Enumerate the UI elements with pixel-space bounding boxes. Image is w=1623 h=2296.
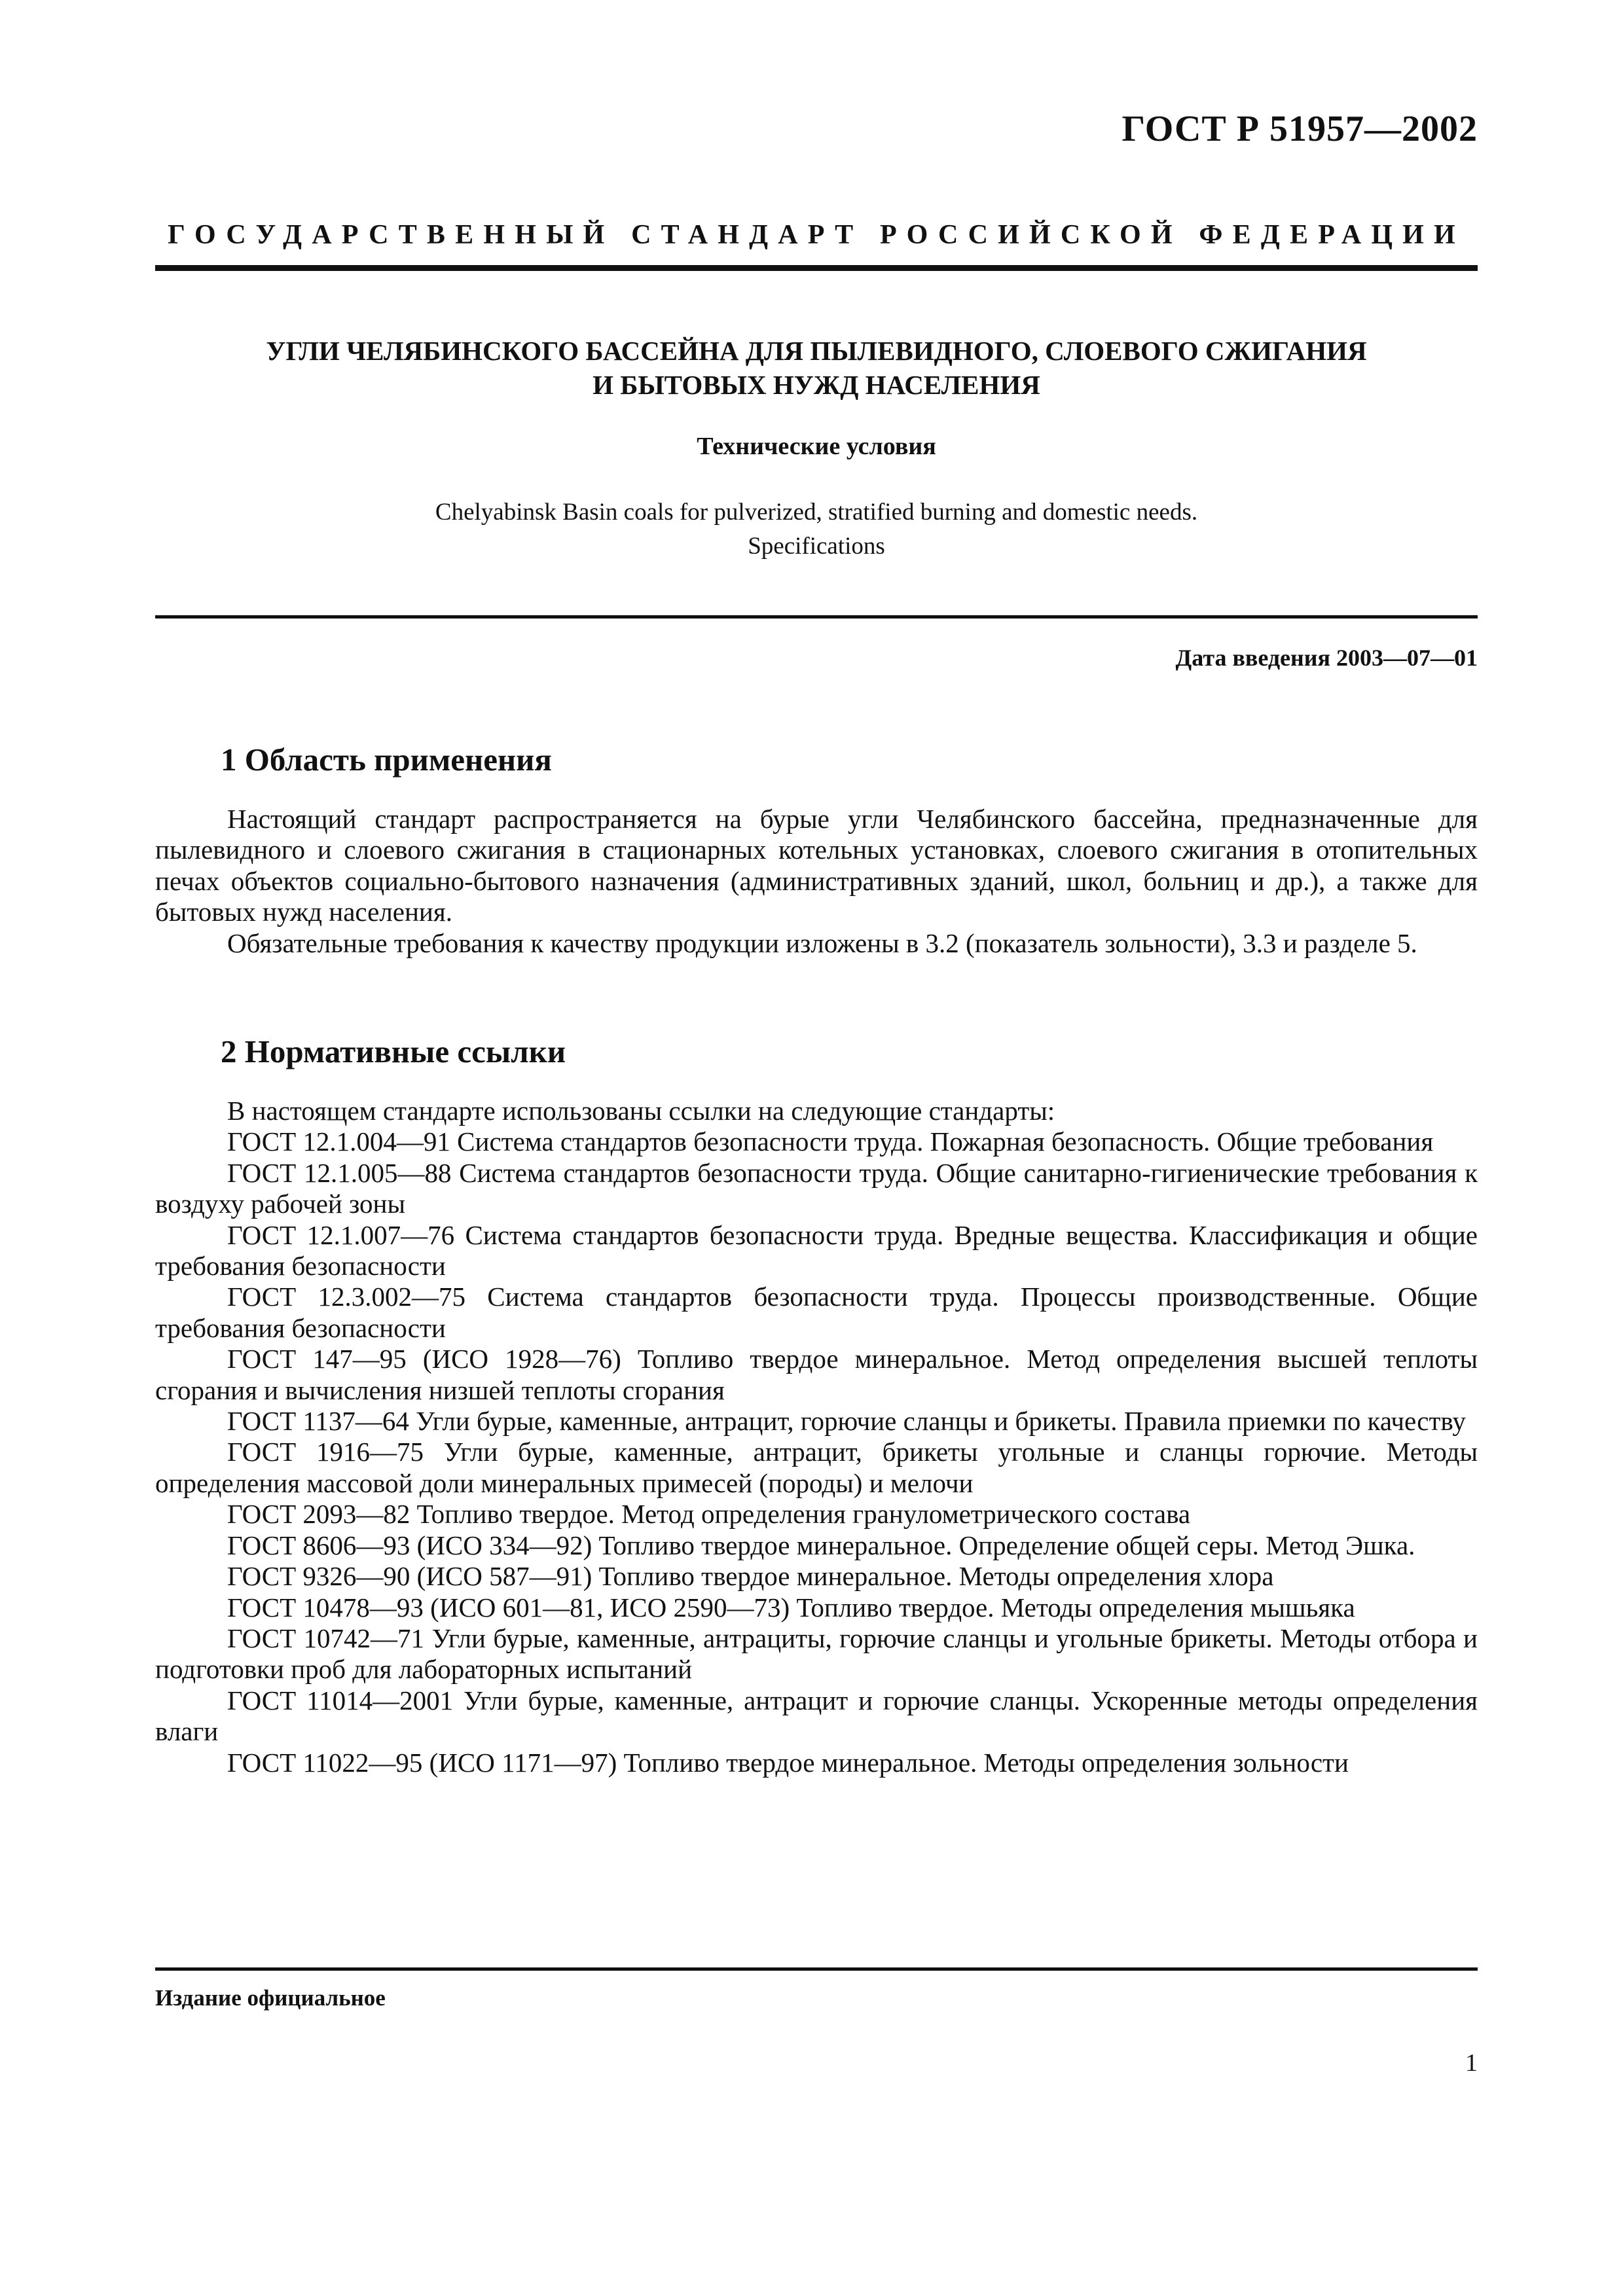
- normative-references: [155, 1096, 1478, 1778]
- document-page: [155, 0, 1478, 2296]
- reference-item: ГОСТ 10742—71 Угли бурые, каменные, антрациты, горючие сланцы и угольные брикеты. Методы отбора и подготовки проб для лабораторных испытаний: [155, 1623, 1478, 1685]
- reference-item: ГОСТ 11014—2001 Угли бурые, каменные, антрацит и горючие сланцы. Ускоренные методы определения влаги: [155, 1685, 1478, 1747]
- reference-item: ГОСТ 11022—95 (ИСО 1171—97) Топливо твердое минеральное. Методы определения зольности: [227, 1747, 1349, 1778]
- section-1-paragraph: Обязательные требования к качеству продукции изложены в 3.2 (показатель зольности), 3.3 и разделе 5.: [227, 927, 1417, 958]
- section-1-paragraph: Настоящий стандарт распространяется на бурые угли Челябинского бассейна, предназначенные для пылевидного и слоевого сжигания в стационарных котельных установках, слоевого сжигания в отопительных печах объектов социально-бытового назначения (административных зданий, школ, больниц и др.), а также для бытовых нужд населения.: [155, 804, 1478, 927]
- english-title-line-2: Specifications: [748, 533, 885, 560]
- document-title: [155, 334, 1478, 402]
- reference-item: ГОСТ 2093—82 Топливо твердое. Метод определения гранулометрического состава: [227, 1499, 1191, 1530]
- reference-item: ГОСТ 8606—93 (ИСО 334—92) Топливо твердое минеральное. Определение общей серы. Метод Эшка.: [227, 1530, 1415, 1560]
- english-title-line-1: Chelyabinsk Basin coals for pulverized, stratified burning and domestic needs.: [435, 499, 1198, 526]
- title-line-2: И БЫТОВЫХ НУЖД НАСЕЛЕНИЯ: [593, 370, 1040, 400]
- footer-rule: [155, 1967, 1478, 1971]
- title-line-1: УГЛИ ЧЕЛЯБИНСКОГО БАССЕЙНА ДЛЯ ПЫЛЕВИДНОГО, СЛОЕВОГО СЖИГАНИЯ: [266, 336, 1367, 366]
- references-lead: В настоящем стандарте использованы ссылки на следующие стандарты:: [227, 1096, 1055, 1126]
- reference-item: ГОСТ 12.3.002—75 Система стандартов безопасности труда. Процессы производственные. Общие требования безопасности: [155, 1282, 1478, 1343]
- reference-item: ГОСТ 9326—90 (ИСО 587—91) Топливо твердое минеральное. Методы определения хлора: [227, 1561, 1274, 1592]
- header-rule: [155, 265, 1478, 271]
- reference-item: ГОСТ 12.1.005—88 Система стандартов безопасности труда. Общие санитарно-гигиенические требования к воздуху рабочей зоны: [155, 1157, 1478, 1219]
- section-2-heading: 2 Нормативные ссылки: [221, 1033, 566, 1069]
- reference-item: ГОСТ 10478—93 (ИСО 601—81, ИСО 2590—73) Топливо твердое. Методы определения мышьяка: [227, 1592, 1355, 1623]
- section-1-heading: 1 Область применения: [221, 742, 552, 778]
- edition-label: Издание официальное: [155, 1985, 386, 2011]
- reference-item: ГОСТ 1137—64 Угли бурые, каменные, антрацит, горючие сланцы и брикеты. Правила приемки по качеству: [227, 1406, 1466, 1437]
- reference-item: ГОСТ 12.1.004—91 Система стандартов безопасности труда. Пожарная безопасность. Общие требования: [227, 1126, 1434, 1157]
- reference-item: ГОСТ 12.1.007—76 Система стандартов безопасности труда. Вредные вещества. Классификация и общие требования безопасности: [155, 1219, 1478, 1282]
- title-rule: [155, 615, 1478, 619]
- section-1-body: [155, 804, 1478, 959]
- page-number: 1: [1465, 2049, 1478, 2077]
- introduction-date: Дата введения 2003—07—01: [1175, 645, 1478, 671]
- reference-item: ГОСТ 1916—75 Угли бурые, каменные, антрацит, брикеты угольные и сланцы горючие. Методы определения массовой доли минеральных примесей (породы) и мелочи: [155, 1437, 1478, 1498]
- document-subtitle: Технические условия: [697, 433, 936, 460]
- state-standard-banner: ГОСУДАРСТВЕННЫЙ СТАНДАРТ РОССИЙСКОЙ ФЕДЕРАЦИИ: [168, 220, 1465, 250]
- english-title: [155, 495, 1478, 564]
- standard-designation: ГОСТ Р 51957—2002: [1122, 109, 1478, 149]
- reference-item: ГОСТ 147—95 (ИСО 1928—76) Топливо твердое минеральное. Метод определения высшей теплоты сгорания и вычисления низшей теплоты сгорания: [155, 1344, 1478, 1405]
